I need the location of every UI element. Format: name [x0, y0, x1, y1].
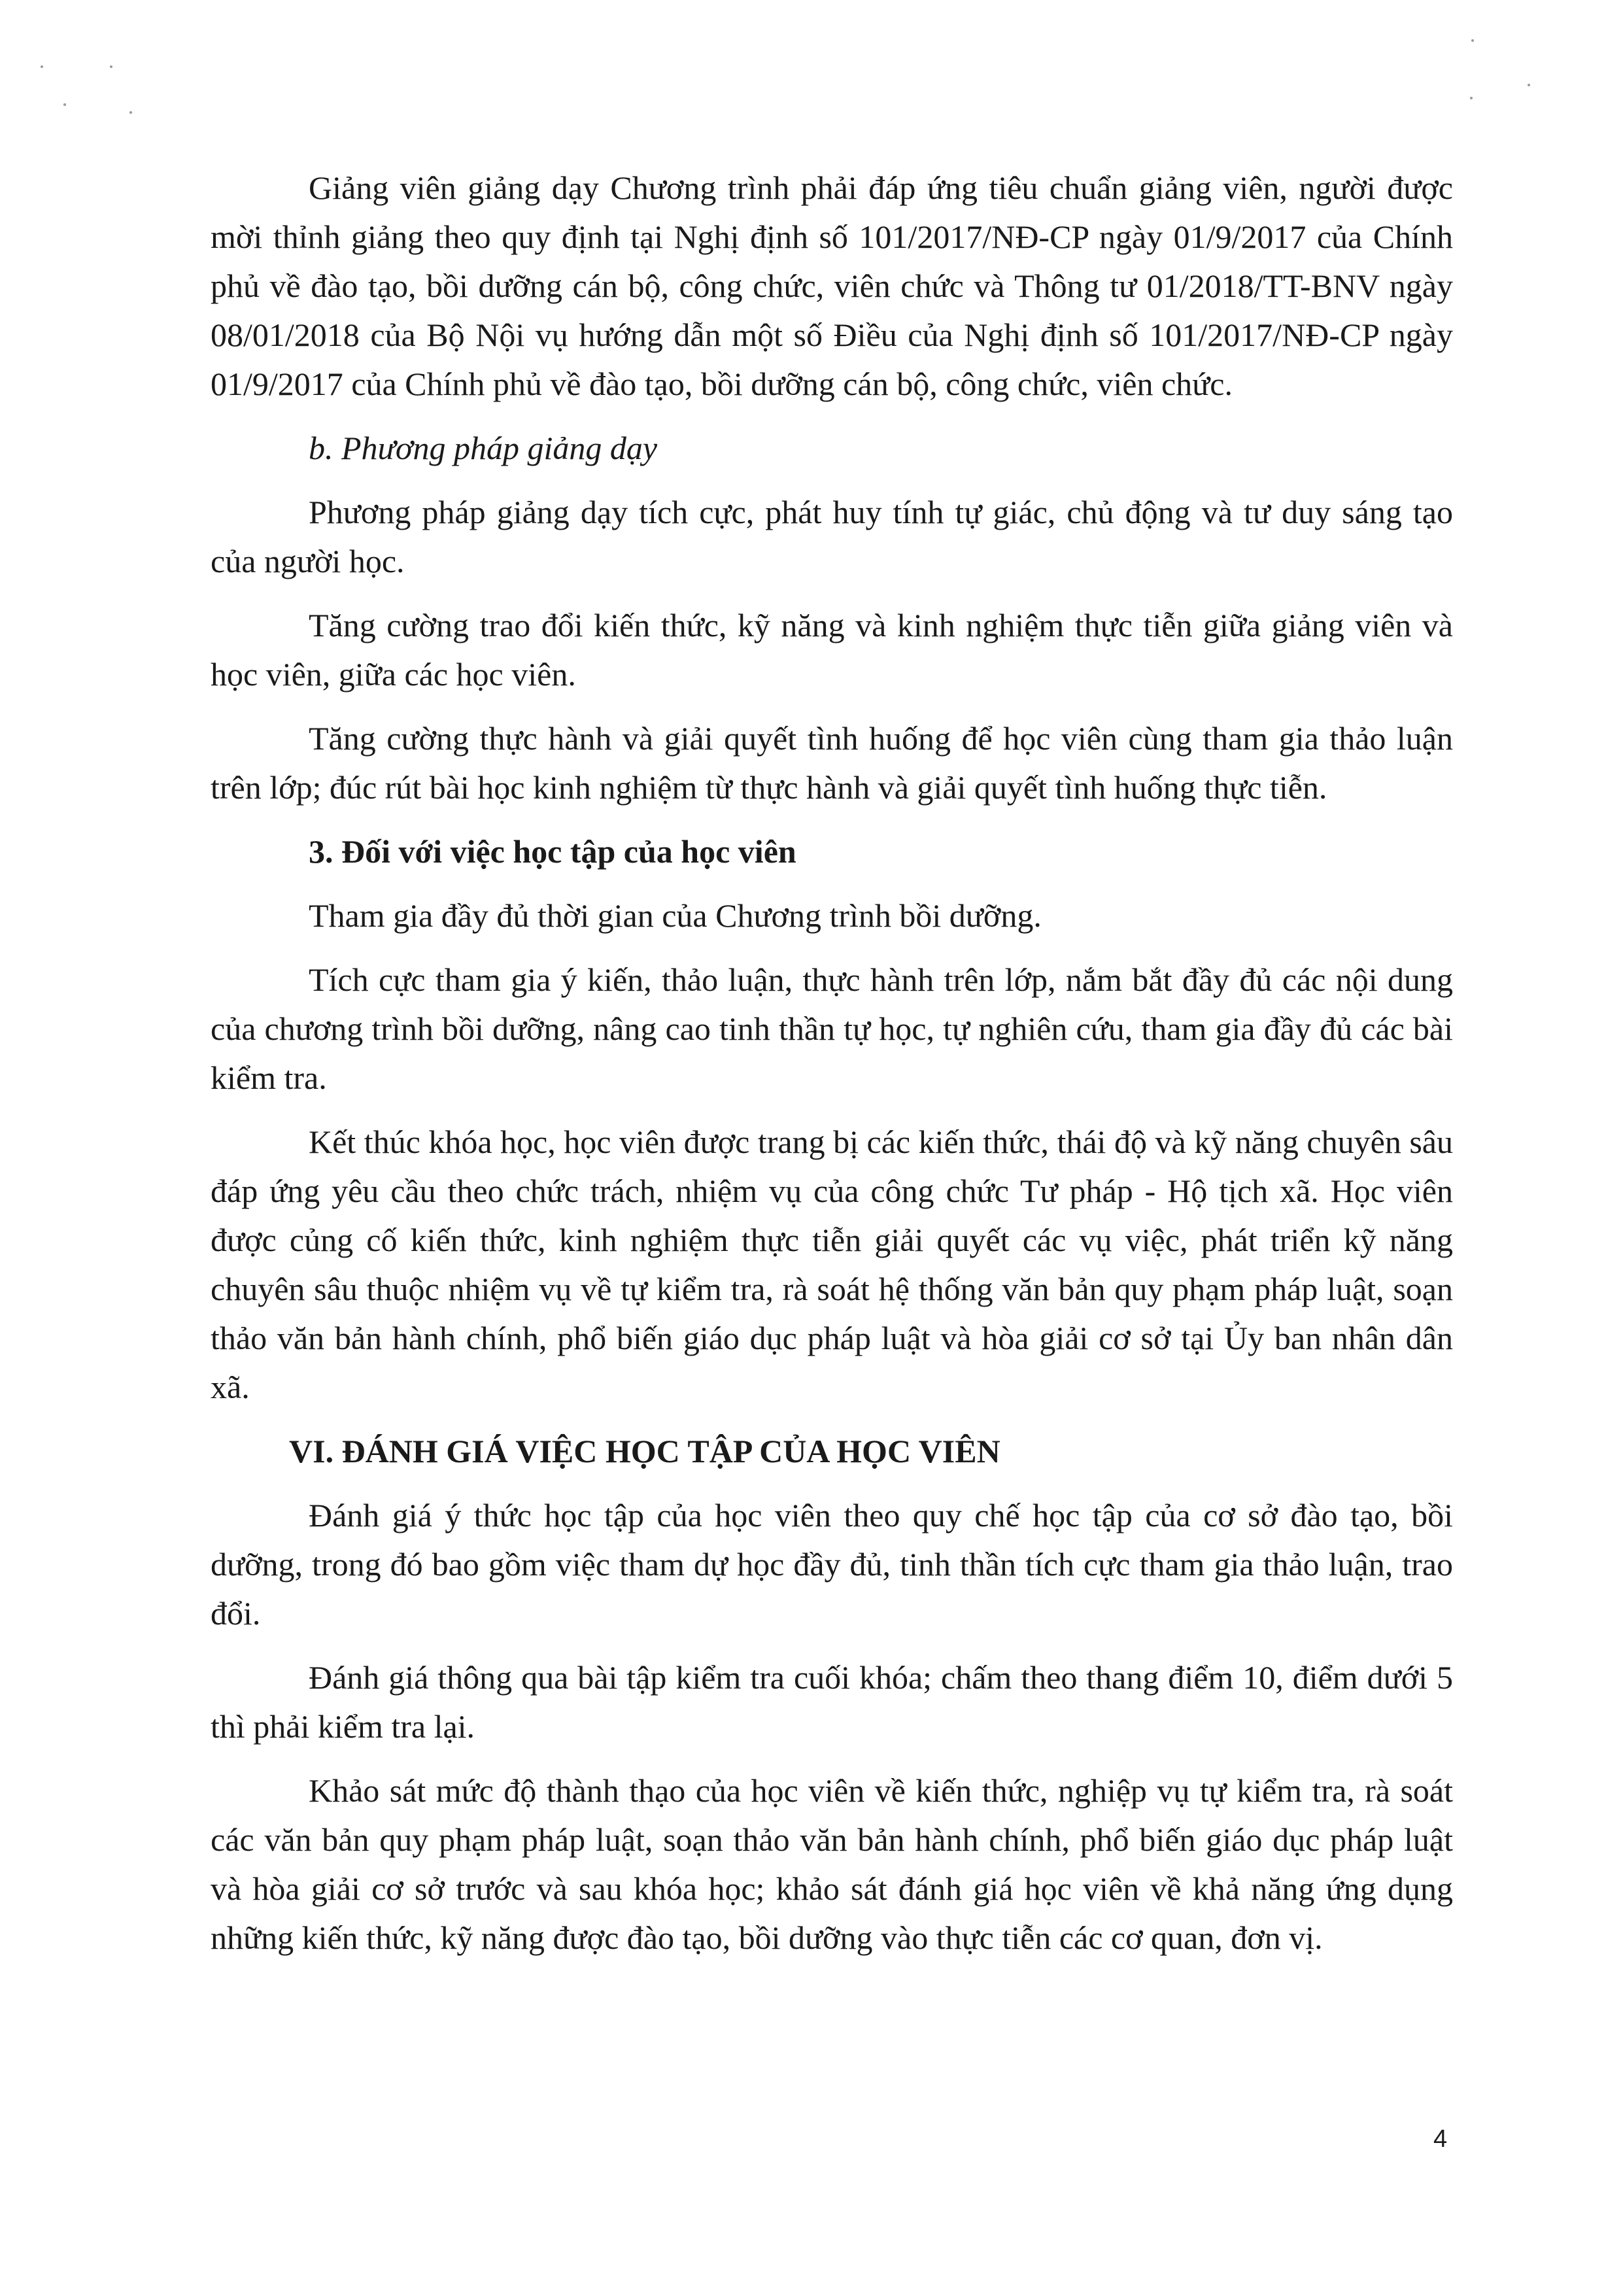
scan-speck: [110, 65, 112, 68]
paragraph-full-attendance: Tham gia đầy đủ thời gian của Chương trình bồi dưỡng.: [309, 897, 1042, 934]
page-number: 4: [1433, 2125, 1448, 2153]
scan-speck: [41, 65, 43, 68]
subheading-teaching-method: b. Phương pháp giảng dạy: [309, 430, 658, 466]
scan-speck: [1528, 84, 1530, 86]
scan-speck: [1471, 39, 1474, 42]
section-heading-evaluation: VI. ĐÁNH GIÁ VIỆC HỌC TẬP CỦA HỌC VIÊN: [289, 1433, 1000, 1469]
paragraph-attitude-evaluation: Đánh giá ý thức học tập của học viên theo quy chế học tập của cơ sở đào tạo, bồi dưỡng, trong đó bao gồm việc tham dự học đầy đủ, tinh thần tích cực tham gia thảo luận, trao đổi.: [211, 1497, 1453, 1632]
paragraph-active-teaching: Phương pháp giảng dạy tích cực, phát huy tính tự giác, chủ động và tư duy sáng tạo của người học.: [211, 494, 1453, 579]
scan-speck: [63, 103, 66, 106]
scan-speck: [129, 111, 132, 114]
paragraph-final-test: Đánh giá thông qua bài tập kiểm tra cuối khóa; chấm theo thang điểm 10, điểm dưới 5 thì phải kiểm tra lại.: [211, 1659, 1453, 1745]
paragraph-proficiency-survey: Khảo sát mức độ thành thạo của học viên về kiến thức, nghiệp vụ tự kiểm tra, rà soát các văn bản quy phạm pháp luật, soạn thảo văn bản hành chính, phổ biến giáo dục pháp luật và hòa giải cơ sở trước và sau khóa học; khảo sát đánh giá học viên về khả năng ứng dụng những kiến thức, kỹ năng được đào tạo, bồi dưỡng vào thực tiễn các cơ quan, đơn vị.: [211, 1772, 1453, 1956]
document-body: [211, 163, 1453, 1978]
paragraph-course-outcome: Kết thúc khóa học, học viên được trang bị các kiến thức, thái độ và kỹ năng chuyên sâu đáp ứng yêu cầu theo chức trách, nhiệm vụ của công chức Tư pháp - Hộ tịch xã. Học viên được củng cố kiến thức, kinh nghiệm thực tiễn giải quyết các vụ việc, phát triển kỹ năng chuyên sâu thuộc nhiệm vụ về tự kiểm tra, rà soát hệ thống văn bản quy phạm pháp luật, soạn thảo văn bản hành chính, phổ biến giáo dục pháp luật và hòa giải cơ sở tại Ủy ban nhân dân xã.: [211, 1123, 1453, 1405]
paragraph-knowledge-exchange: Tăng cường trao đổi kiến thức, kỹ năng và kinh nghiệm thực tiễn giữa giảng viên và học viên, giữa các học viên.: [211, 607, 1453, 693]
scan-speck: [1470, 97, 1473, 99]
heading-student-learning: 3. Đối với việc học tập của học viên: [309, 833, 796, 870]
paragraph-active-participation: Tích cực tham gia ý kiến, thảo luận, thực hành trên lớp, nắm bắt đầy đủ các nội dung của chương trình bồi dưỡng, nâng cao tinh thần tự học, tự nghiên cứu, tham gia đầy đủ các bài kiểm tra.: [211, 961, 1453, 1096]
paragraph-practice-situations: Tăng cường thực hành và giải quyết tình huống để học viên cùng tham gia thảo luận trên lớp; đúc rút bài học kinh nghiệm từ thực hành và giải quyết tình huống thực tiễn.: [211, 720, 1453, 806]
paragraph-lecturer-requirements: Giảng viên giảng dạy Chương trình phải đáp ứng tiêu chuẩn giảng viên, người được mời thỉnh giảng theo quy định tại Nghị định số 101/2017/NĐ-CP ngày 01/9/2017 của Chính phủ về đào tạo, bồi dưỡng cán bộ, công chức, viên chức và Thông tư 01/2018/TT-BNV ngày 08/01/2018 của Bộ Nội vụ hướng dẫn một số Điều của Nghị định số 101/2017/NĐ-CP ngày 01/9/2017 của Chính phủ về đào tạo, bồi dưỡng cán bộ, công chức, viên chức.: [211, 169, 1453, 402]
